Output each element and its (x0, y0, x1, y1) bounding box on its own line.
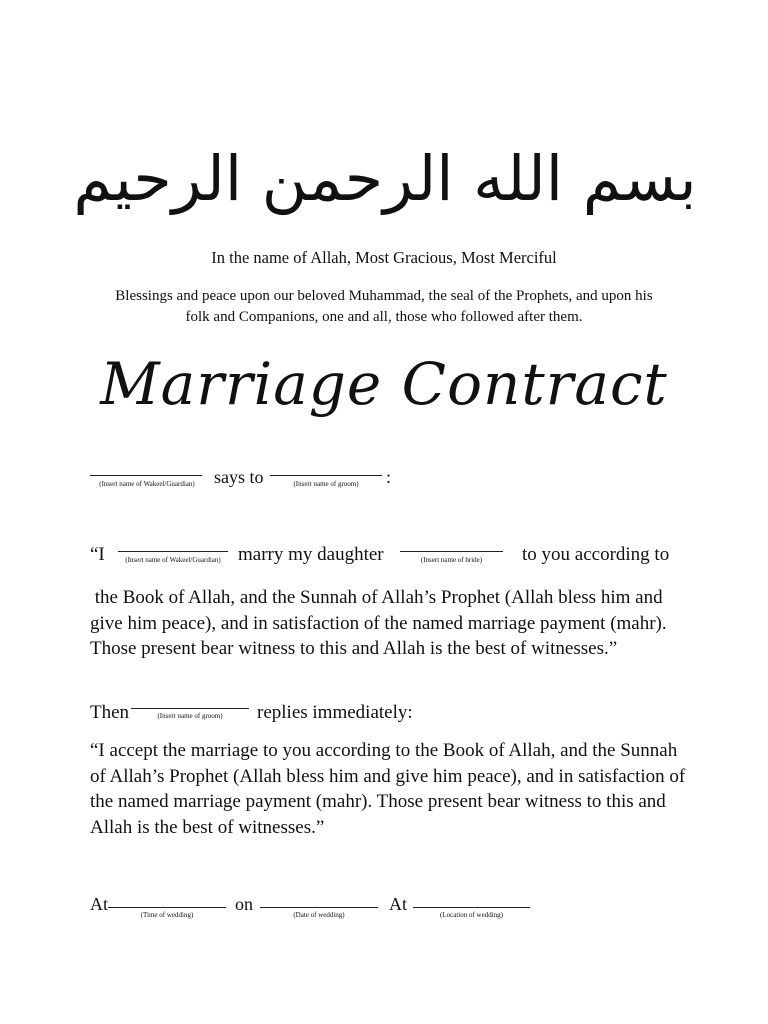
svg-text:بسم الله الرحمن الرحيم: بسم الله الرحمن الرحيم (73, 142, 697, 215)
says-to-text: says to (214, 467, 264, 487)
offer-guardian-blank[interactable] (118, 551, 228, 552)
blessing-line-2: folk and Companions, one and all, those who followed after them. (185, 309, 583, 325)
time-hint: (Time of wedding) (140, 911, 194, 919)
bride-name-blank[interactable] (400, 551, 503, 552)
location-blank[interactable] (413, 907, 530, 908)
blessing-line-1: Blessings and peace upon our beloved Muhammad, the seal of the Prophets, and upon his (115, 288, 653, 304)
colon-text: : (386, 467, 392, 487)
groom-name-blank[interactable] (270, 475, 382, 476)
blessing-text (0, 286, 768, 328)
acceptance-paragraph: “I accept the marriage to you according to the Book of Allah, and the Sunnah of Allah’s Prophet (Allah bless him and give him peace), and in satisfaction of the named marriage payment (mahr). Those present bear witness to this and Allah is the best of witnesses.” (90, 740, 686, 838)
date-hint: (Date of wedding) (293, 911, 345, 919)
reply-groom-blank[interactable] (131, 708, 249, 709)
offer-open-quote: “I (90, 544, 105, 565)
at-location-text: At (389, 894, 407, 914)
then-text: Then (90, 702, 130, 723)
date-blank[interactable] (260, 907, 378, 908)
groom-name-hint: (Insert name of groom) (293, 480, 359, 488)
to-you-text: to you according to (522, 544, 670, 565)
marry-my-daughter-text: marry my daughter (238, 544, 384, 565)
reply-groom-hint: (Insert name of groom) (157, 712, 223, 720)
location-hint: (Location of wedding) (440, 911, 503, 919)
time-blank[interactable] (108, 907, 226, 908)
offer-body-paragraph: the Book of Allah, and the Sunnah of Allah’s Prophet (Allah bless him and give him peace), and in satisfaction of the named marriage payment (mahr). Those present bear witness to this and Allah is the best of witnesses.” (90, 587, 672, 659)
basmala-calligraphy (73, 128, 697, 228)
on-text: on (235, 894, 253, 914)
replies-immediately-text: replies immediately: (257, 702, 413, 723)
guardian-name-blank[interactable] (90, 475, 202, 476)
at-time-text: At (90, 894, 108, 914)
basmala-translation: In the name of Allah, Most Gracious, Most Merciful (211, 248, 557, 267)
document-title: Marriage Contract (100, 350, 668, 418)
bride-name-hint: (Insert name of bride) (420, 556, 483, 564)
offer-guardian-hint: (Insert name of Wakeel/Guardian) (125, 556, 221, 564)
guardian-name-hint: (Insert name of Wakeel/Guardian) (99, 480, 195, 488)
